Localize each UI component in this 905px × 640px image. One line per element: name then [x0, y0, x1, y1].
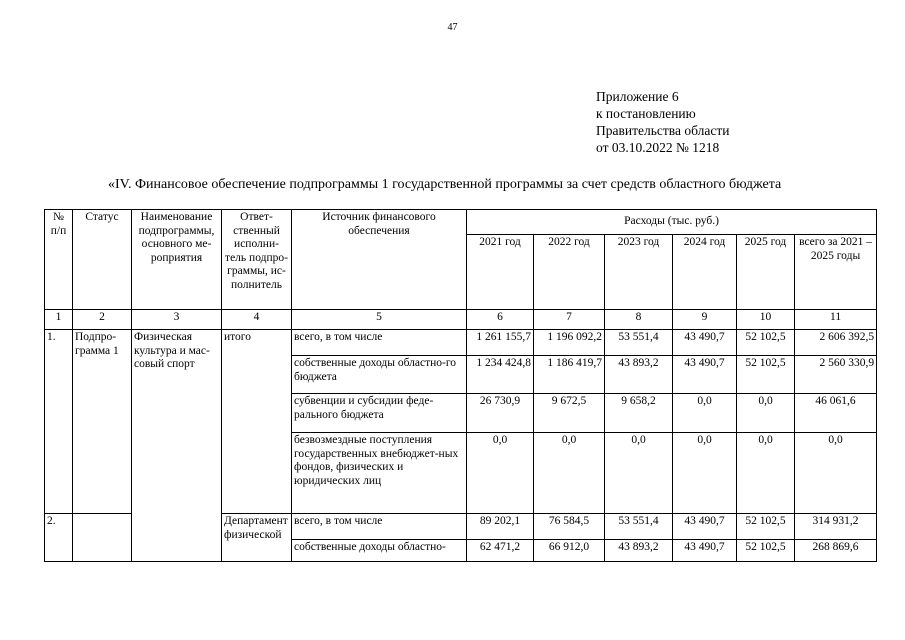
- header-year: 2021 год: [467, 235, 534, 310]
- value-cell: 0,0: [673, 433, 737, 514]
- value-cell: 1 261 155,7: [467, 330, 534, 356]
- section-heading: «IV. Финансовое обеспечение подпрограммы 1 государственной программы за счет средств областного бюджета: [108, 177, 782, 192]
- header-year: 2024 год: [673, 235, 737, 310]
- row-executor: Департамент физической: [222, 514, 292, 562]
- appendix-reference: [596, 88, 729, 156]
- source-cell: собственные доходы областно-: [292, 540, 467, 562]
- value-cell: 66 912,0: [534, 540, 605, 562]
- header-expenses: Расходы (тыс. руб.): [467, 210, 877, 235]
- value-cell: 0,0: [467, 433, 534, 514]
- value-cell: 0,0: [737, 433, 795, 514]
- financing-table: [44, 209, 877, 562]
- col-number: 3: [132, 310, 222, 330]
- row-name: Физическая культура и мас-совый спорт: [132, 330, 222, 562]
- value-cell: 43 490,7: [673, 330, 737, 356]
- header-year: 2025 год: [737, 235, 795, 310]
- header-source: Источник финансового обеспечения: [292, 210, 467, 310]
- value-cell: 52 102,5: [737, 356, 795, 394]
- source-cell: всего, в том числе: [292, 514, 467, 540]
- source-cell: всего, в том числе: [292, 330, 467, 356]
- value-cell: 76 584,5: [534, 514, 605, 540]
- value-cell: 314 931,2: [795, 514, 877, 540]
- value-cell: 43 490,7: [673, 540, 737, 562]
- value-cell: 43 893,2: [605, 540, 673, 562]
- value-cell: 268 869,6: [795, 540, 877, 562]
- header-year: 2022 год: [534, 235, 605, 310]
- value-cell: 1 234 424,8: [467, 356, 534, 394]
- value-cell: 2 560 330,9: [795, 356, 877, 394]
- value-cell: 9 672,5: [534, 394, 605, 433]
- col-number: 7: [534, 310, 605, 330]
- value-cell: 62 471,2: [467, 540, 534, 562]
- col-number: 1: [45, 310, 73, 330]
- appendix-line: от 03.10.2022 № 1218: [596, 140, 720, 155]
- header-year: 2023 год: [605, 235, 673, 310]
- col-number: 2: [73, 310, 132, 330]
- header-num: № п/п: [45, 210, 73, 310]
- col-number: 11: [795, 310, 877, 330]
- source-cell: субвенции и субсидии феде-рального бюджета: [292, 394, 467, 433]
- row-status: Подпро-грамма 1: [73, 330, 132, 514]
- value-cell: 89 202,1: [467, 514, 534, 540]
- value-cell: 1 186 419,7: [534, 356, 605, 394]
- value-cell: 43 490,7: [673, 356, 737, 394]
- value-cell: 2 606 392,5: [795, 330, 877, 356]
- header-year-total: всего за 2021 – 2025 годы: [795, 235, 877, 310]
- appendix-line: Приложение 6: [596, 89, 679, 104]
- col-number: 8: [605, 310, 673, 330]
- header-name: Наименование подпрограммы, основного ме-роприятия: [132, 210, 222, 310]
- value-cell: 9 658,2: [605, 394, 673, 433]
- source-cell: безвозмездные поступления государственных внебюджет-ных фондов, физических и юридических лиц: [292, 433, 467, 514]
- value-cell: 52 102,5: [737, 540, 795, 562]
- col-number: 9: [673, 310, 737, 330]
- source-cell: собственные доходы областно-го бюджета: [292, 356, 467, 394]
- value-cell: 0,0: [737, 394, 795, 433]
- row-status: [73, 514, 132, 562]
- value-cell: 0,0: [673, 394, 737, 433]
- col-number: 5: [292, 310, 467, 330]
- value-cell: 0,0: [795, 433, 877, 514]
- value-cell: 0,0: [605, 433, 673, 514]
- value-cell: 43 893,2: [605, 356, 673, 394]
- appendix-line: Правительства области: [596, 123, 730, 138]
- value-cell: 52 102,5: [737, 514, 795, 540]
- row-number: 1.: [45, 330, 73, 514]
- value-cell: 52 102,5: [737, 330, 795, 356]
- value-cell: 53 551,4: [605, 330, 673, 356]
- col-number: 10: [737, 310, 795, 330]
- value-cell: 43 490,7: [673, 514, 737, 540]
- row-number: 2.: [45, 514, 73, 562]
- row-executor: итого: [222, 330, 292, 514]
- header-executor: Ответ-ственный исполни-тель подпро-граммы, ис-полнитель: [222, 210, 292, 310]
- value-cell: 53 551,4: [605, 514, 673, 540]
- appendix-line: к постановлению: [596, 106, 696, 121]
- header-status: Статус: [73, 210, 132, 310]
- col-number: 6: [467, 310, 534, 330]
- value-cell: 1 196 092,2: [534, 330, 605, 356]
- page-number: 47: [447, 22, 458, 33]
- value-cell: 46 061,6: [795, 394, 877, 433]
- value-cell: 0,0: [534, 433, 605, 514]
- value-cell: 26 730,9: [467, 394, 534, 433]
- col-number: 4: [222, 310, 292, 330]
